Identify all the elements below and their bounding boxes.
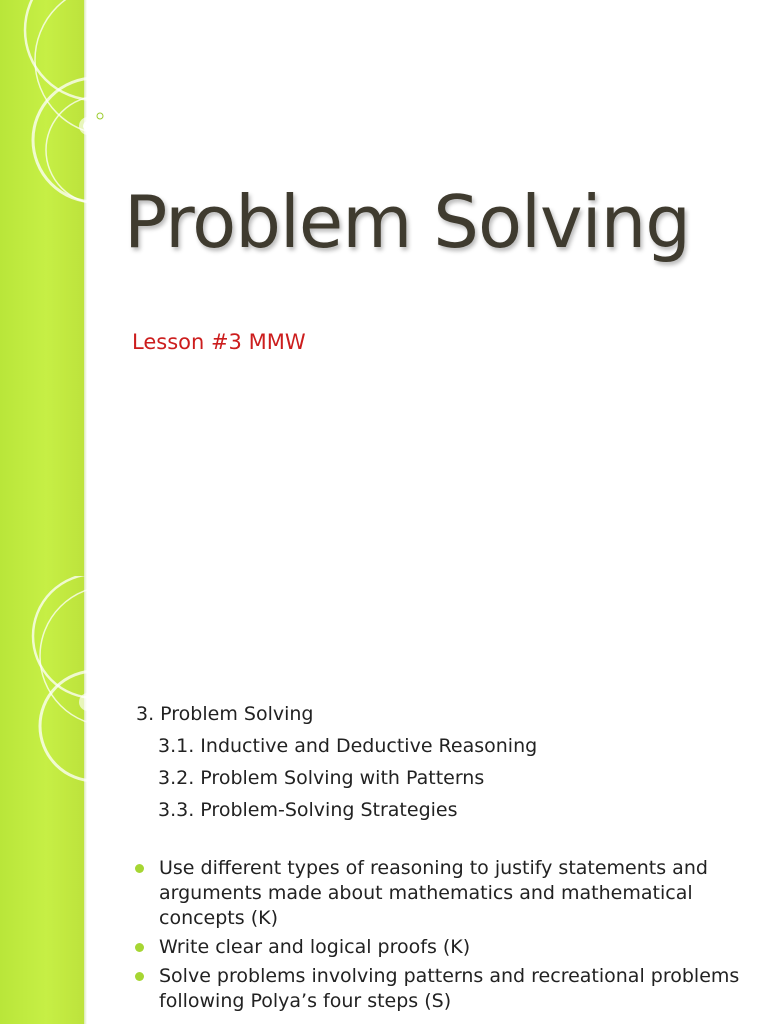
list-item: [135, 856, 745, 931]
list-item-text: Write clear and logical proofs (K): [159, 936, 471, 958]
slide-objectives: [0, 576, 768, 1024]
list-item-text: Solve problems involving patterns and recreational problems following Polya’s four steps (S): [159, 965, 740, 1012]
circle-swirl-decoration-icon: [0, 576, 140, 806]
topic-outline: [136, 698, 537, 826]
slide-title-text: Problem Solving: [124, 180, 690, 264]
circle-swirl-decoration-icon: [0, 0, 140, 230]
bullet-dot-icon: [135, 864, 144, 873]
bullet-dot-icon: [135, 972, 144, 981]
outline-main-item: 3. Problem Solving: [136, 703, 314, 725]
bullet-dot-icon: [135, 943, 144, 952]
list-item-text: Use different types of reasoning to justify statements and arguments made about mathematics and mathematical concepts (K): [159, 857, 708, 929]
slide-subtitle: Lesson #3 MMW: [132, 330, 306, 354]
outline-sub-item: 3.2. Problem Solving with Patterns: [158, 767, 485, 789]
list-item: [135, 935, 745, 960]
objectives-list: [135, 856, 745, 1018]
list-item: [135, 964, 745, 1014]
outline-sub-item: 3.1. Inductive and Deductive Reasoning: [158, 735, 538, 757]
outline-sub-item: 3.3. Problem-Solving Strategies: [158, 799, 458, 821]
